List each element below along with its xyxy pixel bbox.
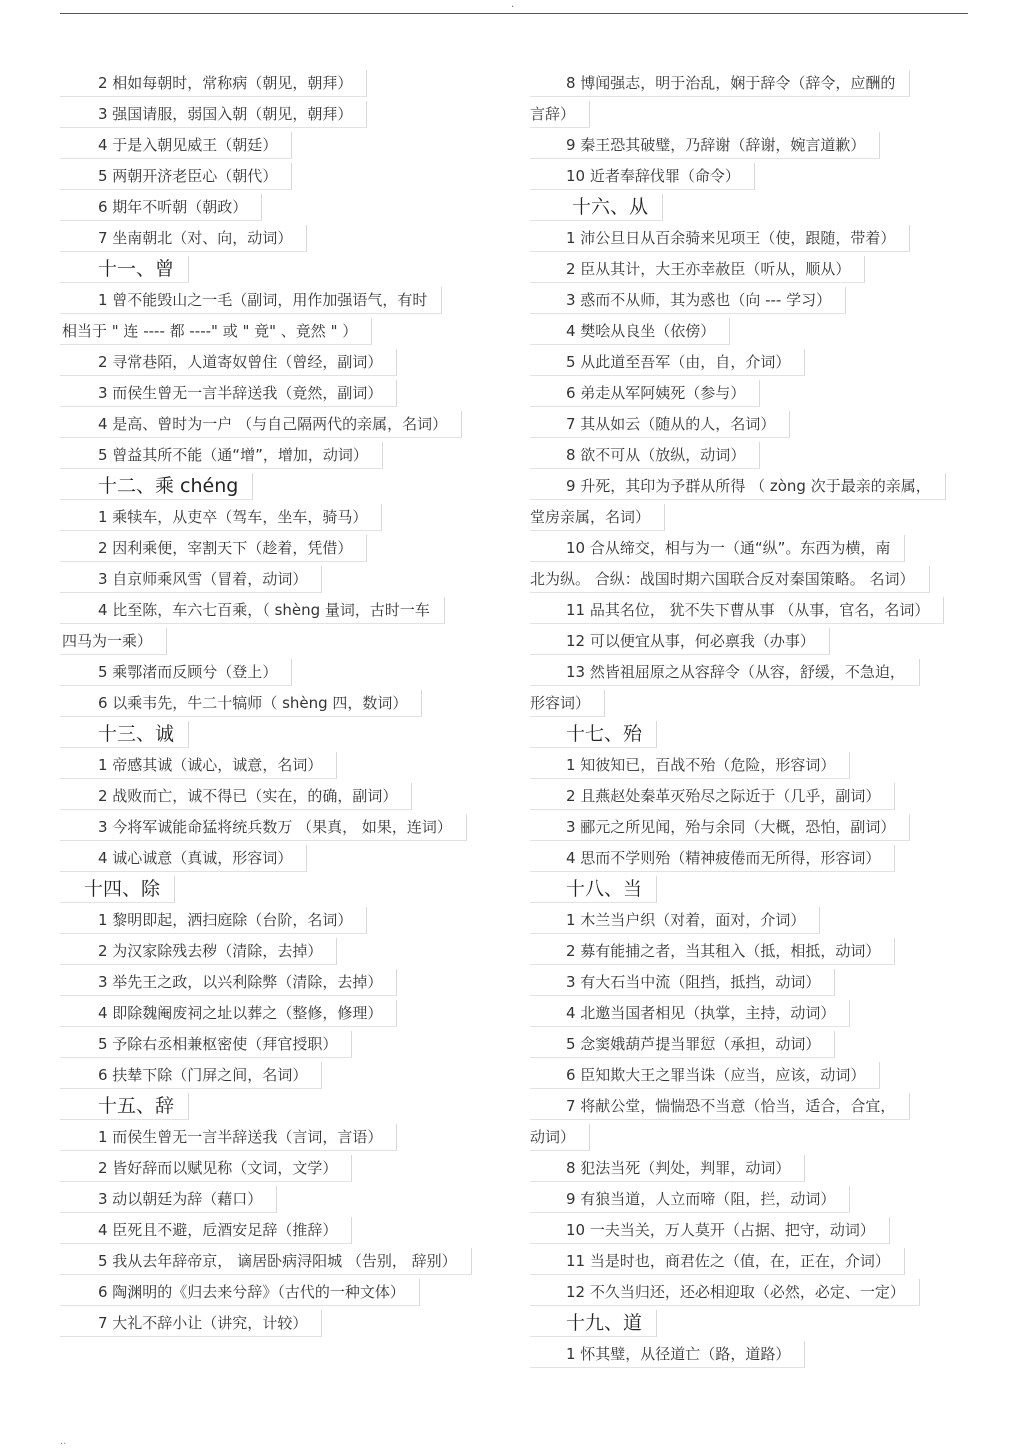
right-column bbox=[530, 68, 970, 1370]
entry-text: 11 品其名位， 犹不失下曹从事 （从事，官名，名词） bbox=[530, 597, 944, 624]
list-item bbox=[60, 378, 510, 409]
list-item bbox=[60, 1184, 510, 1215]
section-heading bbox=[60, 254, 510, 285]
entry-text: 3 动以朝廷为辞（藉口） bbox=[60, 1186, 277, 1213]
list-item bbox=[530, 378, 970, 409]
section-heading bbox=[530, 719, 970, 750]
list-item bbox=[530, 440, 970, 471]
list-item bbox=[60, 595, 510, 626]
list-item bbox=[60, 1029, 510, 1060]
list-item-continuation bbox=[60, 316, 510, 347]
list-item bbox=[60, 750, 510, 781]
list-item bbox=[60, 161, 510, 192]
list-item bbox=[60, 1153, 510, 1184]
entry-text: 1 乘犊车，从吏卒（驾车，坐车，骑马） bbox=[60, 504, 382, 531]
entry-text: 9 有狼当道，人立而啼（阻，拦，动词） bbox=[530, 1186, 850, 1213]
entry-text: 12 不久当归还，还必相迎取（必然，必定、一定） bbox=[530, 1279, 920, 1306]
entry-text: 2 皆好辞而以赋见称（文词，文学） bbox=[60, 1155, 352, 1182]
entry-text: 5 我从去年辞帝京， 谪居卧病浔阳城 （告别， 辞别） bbox=[60, 1248, 472, 1275]
entry-text: 3 惑而不从师，其为惑也（向 --- 学习） bbox=[530, 287, 846, 314]
section-heading bbox=[530, 874, 970, 905]
entry-text: 1 知彼知已，百战不殆（危险，形容词） bbox=[530, 752, 850, 779]
list-item bbox=[60, 502, 510, 533]
list-item bbox=[530, 1215, 970, 1246]
list-item bbox=[60, 812, 510, 843]
list-item bbox=[530, 595, 970, 626]
list-item bbox=[60, 657, 510, 688]
entry-text: 1 怀其璧，从径道亡（路，道路） bbox=[530, 1341, 805, 1368]
entry-text: 4 臣死且不避，卮酒安足辞（推辞） bbox=[60, 1217, 352, 1244]
entry-text: 3 今将军诚能命猛将统兵数万 （果真， 如果，连词） bbox=[60, 814, 467, 841]
list-item bbox=[530, 1184, 970, 1215]
entry-text: 动词） bbox=[530, 1124, 590, 1151]
entry-text: 4 即除魏阉废祠之址以葬之（整修，修理） bbox=[60, 1000, 397, 1027]
entry-text: 4 樊哙从良坐（依傍） bbox=[530, 318, 730, 345]
entry-text: 3 举先王之政，以兴利除弊（清除，去掉） bbox=[60, 969, 397, 996]
header-rule bbox=[60, 13, 968, 14]
entry-text: 7 大礼不辞小让（讲究，计较） bbox=[60, 1310, 322, 1337]
list-item bbox=[60, 1215, 510, 1246]
list-item bbox=[530, 130, 970, 161]
section-heading-text: 十七、殆 bbox=[530, 721, 657, 748]
list-item bbox=[530, 812, 970, 843]
list-item bbox=[60, 192, 510, 223]
list-item bbox=[60, 998, 510, 1029]
list-item-continuation bbox=[60, 626, 510, 657]
section-heading-text: 十八、当 bbox=[530, 876, 657, 903]
section-heading-text: 十四、除 bbox=[60, 876, 175, 903]
entry-text: 形容词） bbox=[530, 690, 605, 717]
list-item bbox=[530, 657, 970, 688]
entry-text: 7 其从如云（随从的人，名词） bbox=[530, 411, 790, 438]
footer-mark: .. bbox=[60, 1436, 67, 1447]
entry-text: 2 相如每朝时，常称病（朝见，朝拜） bbox=[60, 70, 367, 97]
list-item bbox=[60, 440, 510, 471]
entry-text: 6 弟走从军阿姨死（参与） bbox=[530, 380, 760, 407]
section-heading-text: 十三、诚 bbox=[60, 721, 189, 748]
entry-text: 12 可以便宜从事，何必禀我（办事） bbox=[530, 628, 830, 655]
list-item bbox=[60, 68, 510, 99]
entry-text: 5 念窦娥葫芦提当罪愆（承担，动词） bbox=[530, 1031, 835, 1058]
entry-text: 2 募有能捕之者，当其租入（抵，相抵，动词） bbox=[530, 938, 895, 965]
entry-text: 3 而侯生曾无一言半辞送我（竟然，副词） bbox=[60, 380, 397, 407]
list-item bbox=[60, 533, 510, 564]
entry-text: 5 从此道至吾军（由，自，介词） bbox=[530, 349, 805, 376]
entry-text: 1 木兰当户织（对着，面对，介词） bbox=[530, 907, 820, 934]
list-item bbox=[530, 285, 970, 316]
left-column bbox=[60, 68, 510, 1339]
section-heading-text: 十六、从 bbox=[530, 194, 663, 221]
header-dot: · bbox=[511, 2, 515, 13]
list-item bbox=[530, 998, 970, 1029]
list-item bbox=[530, 936, 970, 967]
list-item bbox=[60, 1246, 510, 1277]
entry-text: 9 升死，其印为予群从所得 （ zòng 次于最亲的亲属， bbox=[530, 473, 946, 500]
list-item bbox=[530, 68, 970, 99]
entry-text: 5 两朝开济老臣心（朝代） bbox=[60, 163, 292, 190]
section-heading bbox=[60, 719, 510, 750]
list-item bbox=[530, 843, 970, 874]
section-heading-text: 十二、乘 chéng bbox=[60, 473, 253, 500]
list-item bbox=[60, 285, 510, 316]
entry-text: 4 于是入朝见威王（朝廷） bbox=[60, 132, 292, 159]
entry-text: 8 博闻强志，明于治乱，娴于辞令（辞令，应酬的 bbox=[530, 70, 910, 97]
entry-text: 7 坐南朝北（对、向，动词） bbox=[60, 225, 307, 252]
list-item bbox=[530, 1153, 970, 1184]
list-item bbox=[530, 1339, 970, 1370]
entry-text: 堂房亲属，名词） bbox=[530, 504, 665, 531]
list-item-continuation bbox=[530, 688, 970, 719]
entry-text: 2 为汉家除残去秽（清除，去掉） bbox=[60, 938, 337, 965]
list-item bbox=[60, 1308, 510, 1339]
entry-text: 4 诚心诚意（真诚，形容词） bbox=[60, 845, 307, 872]
list-item bbox=[60, 688, 510, 719]
list-item bbox=[60, 409, 510, 440]
entry-text: 13 然皆祖屈原之从容辞令（从容，舒缓，不急迫， bbox=[530, 659, 920, 686]
entry-text: 5 乘鄂渚而反顾兮（登上） bbox=[60, 659, 292, 686]
entry-text: 5 予除右丞相兼枢密使（拜官授职） bbox=[60, 1031, 352, 1058]
entry-text: 3 有大石当中流（阻挡，抵挡，动词） bbox=[530, 969, 835, 996]
list-item-continuation bbox=[530, 502, 970, 533]
list-item bbox=[60, 905, 510, 936]
entry-text: 7 将献公堂，惴惴恐不当意（恰当，适合，合宜， bbox=[530, 1093, 910, 1120]
list-item bbox=[60, 99, 510, 130]
list-item bbox=[530, 471, 970, 502]
entry-text: 2 寻常巷陌，人道寄奴曾住（曾经，副词） bbox=[60, 349, 397, 376]
list-item bbox=[530, 161, 970, 192]
entry-text: 3 强国请服，弱国入朝（朝见，朝拜） bbox=[60, 101, 367, 128]
list-item-continuation bbox=[530, 564, 970, 595]
section-heading bbox=[60, 874, 510, 905]
list-item bbox=[60, 564, 510, 595]
entry-text: 相当于 " 连 ---- 都 ----" 或 " 竟" 、竟然 " ） bbox=[60, 318, 372, 345]
list-item-continuation bbox=[530, 99, 970, 130]
list-item bbox=[60, 1060, 510, 1091]
entry-text: 11 当是时也，商君佐之（值，在，正在，介词） bbox=[530, 1248, 905, 1275]
list-item bbox=[530, 1246, 970, 1277]
entry-text: 北为纵。 合纵：战国时期六国联合反对秦国策略。 名词） bbox=[530, 566, 930, 593]
list-item bbox=[530, 223, 970, 254]
entry-text: 10 合从缔交，相与为一（通“纵”。东西为横，南 bbox=[530, 535, 905, 562]
entry-text: 8 欲不可从（放纵，动词） bbox=[530, 442, 760, 469]
list-item bbox=[530, 1091, 970, 1122]
entry-text: 1 沛公旦日从百余骑来见项王（使，跟随，带着） bbox=[530, 225, 910, 252]
list-item bbox=[530, 533, 970, 564]
entry-text: 8 犯法当死（判处，判罪，动词） bbox=[530, 1155, 805, 1182]
entry-text: 2 因利乘便，宰割天下（趁着，凭借） bbox=[60, 535, 367, 562]
section-heading-text: 十五、辞 bbox=[60, 1093, 189, 1120]
entry-text: 3 郦元之所见闻，殆与余同（大概，恐怕，副词） bbox=[530, 814, 910, 841]
entry-text: 言辞） bbox=[530, 101, 590, 128]
section-heading-text: 十九、道 bbox=[530, 1310, 657, 1337]
list-item bbox=[530, 254, 970, 285]
entry-text: 2 战败而亡，诚不得已（实在，的确，副词） bbox=[60, 783, 412, 810]
entry-text: 6 陶渊明的《归去来兮辞》（古代的一种文体） bbox=[60, 1279, 420, 1306]
list-item bbox=[60, 967, 510, 998]
entry-text: 1 曾不能毁山之一毛（副词，用作加强语气，有时 bbox=[60, 287, 442, 314]
list-item-continuation bbox=[530, 1122, 970, 1153]
entry-text: 9 秦王恐其破璧，乃辞谢（辞谢，婉言道歉） bbox=[530, 132, 880, 159]
list-item bbox=[530, 1060, 970, 1091]
list-item bbox=[530, 1029, 970, 1060]
list-item bbox=[60, 781, 510, 812]
entry-text: 5 曾益其所不能（通“增”，增加，动词） bbox=[60, 442, 383, 469]
section-heading bbox=[530, 192, 970, 223]
list-item bbox=[60, 347, 510, 378]
entry-text: 1 黎明即起，洒扫庭除（台阶，名词） bbox=[60, 907, 367, 934]
entry-text: 4 思而不学则殆（精神疲倦而无所得，形容词） bbox=[530, 845, 895, 872]
entry-text: 4 比至陈，车六七百乘，（ shèng 量词，古时一车 bbox=[60, 597, 445, 624]
list-item bbox=[530, 409, 970, 440]
section-heading bbox=[60, 471, 510, 502]
entry-text: 4 是高、曾时为一户 （与自己隔两代的亲属，名词） bbox=[60, 411, 462, 438]
entry-text: 4 北邀当国者相见（执掌，主持，动词） bbox=[530, 1000, 850, 1027]
list-item bbox=[530, 905, 970, 936]
section-heading bbox=[530, 1308, 970, 1339]
list-item bbox=[530, 967, 970, 998]
list-item bbox=[530, 1277, 970, 1308]
list-item bbox=[530, 626, 970, 657]
entry-text: 6 臣知欺大王之罪当诛（应当，应该，动词） bbox=[530, 1062, 880, 1089]
entry-text: 1 帝感其诚（诚心，诚意，名词） bbox=[60, 752, 337, 779]
list-item bbox=[530, 347, 970, 378]
entry-text: 2 臣从其计，大王亦幸赦臣（听从，顺从） bbox=[530, 256, 865, 283]
entry-text: 1 而侯生曾无一言半辞送我（言词，言语） bbox=[60, 1124, 397, 1151]
list-item bbox=[60, 1122, 510, 1153]
entry-text: 四马为一乘） bbox=[60, 628, 167, 655]
list-item bbox=[60, 223, 510, 254]
entry-text: 2 且燕赵处秦革灭殆尽之际近于（几乎，副词） bbox=[530, 783, 895, 810]
entry-text: 6 扶辇下除（门屏之间，名词） bbox=[60, 1062, 322, 1089]
list-item bbox=[530, 781, 970, 812]
list-item bbox=[530, 316, 970, 347]
entry-text: 3 自京师乘风雪（冒着，动词） bbox=[60, 566, 322, 593]
list-item bbox=[60, 1277, 510, 1308]
list-item bbox=[60, 936, 510, 967]
entry-text: 6 以乘韦先，牛二十犒师（ shèng 四，数词） bbox=[60, 690, 422, 717]
section-heading-text: 十一、曾 bbox=[60, 256, 189, 283]
list-item bbox=[60, 130, 510, 161]
list-item bbox=[530, 750, 970, 781]
section-heading bbox=[60, 1091, 510, 1122]
entry-text: 10 近者奉辞伐罪（命令） bbox=[530, 163, 755, 190]
entry-text: 10 一夫当关，万人莫开（占据、把守，动词） bbox=[530, 1217, 890, 1244]
list-item bbox=[60, 843, 510, 874]
entry-text: 6 期年不听朝（朝政） bbox=[60, 194, 262, 221]
